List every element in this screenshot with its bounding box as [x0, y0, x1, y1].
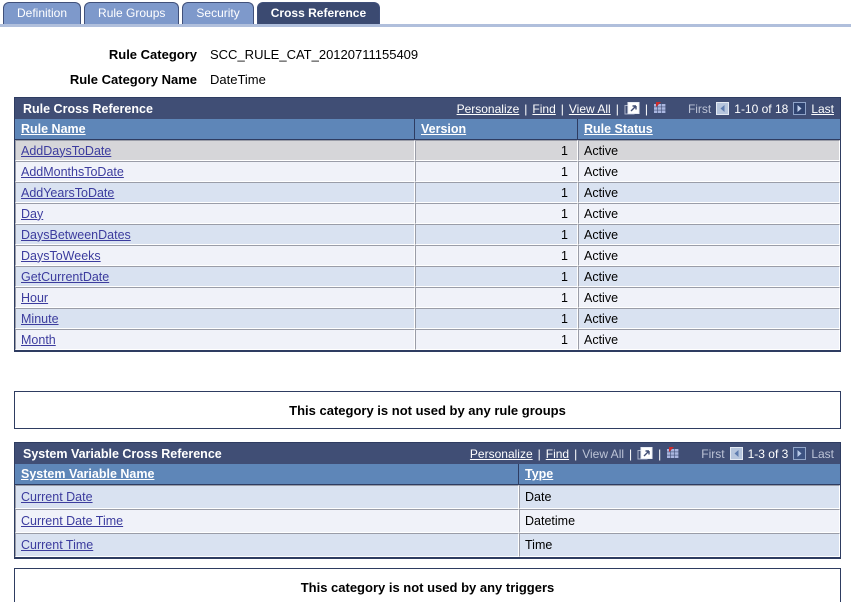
previous-page-arrow-icon	[730, 447, 743, 460]
row-link[interactable]: AddMonthsToDate	[21, 164, 124, 179]
personalize-link[interactable]: Personalize	[456, 101, 520, 116]
rule-grid-titlebar	[15, 98, 840, 119]
cell-type: Datetime	[519, 509, 840, 533]
open-in-new-window-icon[interactable]	[624, 102, 640, 115]
cell-type: Time	[519, 533, 840, 557]
row-link[interactable]: Hour	[21, 290, 49, 305]
cell-rule-name	[15, 140, 415, 161]
row-link[interactable]: GetCurrentDate	[21, 269, 110, 284]
rule-cross-reference-table	[15, 119, 840, 350]
sysvar-grid-pager	[701, 447, 834, 461]
cell-rule-name	[15, 224, 415, 245]
rule-cross-reference-grid	[14, 97, 841, 352]
row-link[interactable]: Day	[21, 206, 44, 221]
cell-rule-name	[15, 203, 415, 224]
rule-groups-notice: This category is not used by any rule groups	[14, 391, 841, 429]
first-link: First	[701, 446, 725, 461]
table-row	[15, 182, 840, 203]
rule-category-name-value: DateTime	[210, 72, 266, 87]
cell-rule-name	[15, 329, 415, 350]
cell-version: 1	[415, 245, 578, 266]
rule-category-form	[0, 47, 851, 87]
table-row	[15, 287, 840, 308]
rule-category-label: Rule Category	[108, 47, 197, 62]
rule-grid-pager	[688, 102, 834, 116]
row-link[interactable]: DaysBetweenDates	[21, 227, 131, 242]
cell-rule-status: Active	[578, 266, 840, 287]
pagination-range: 1-3 of 3	[747, 446, 789, 461]
table-row	[15, 140, 840, 161]
cell-version: 1	[415, 287, 578, 308]
cell-rule-status: Active	[578, 182, 840, 203]
row-link[interactable]: AddYearsToDate	[21, 185, 115, 200]
sysvar-grid-title: System Variable Cross Reference	[23, 446, 222, 461]
cell-rule-status: Active	[578, 308, 840, 329]
table-row	[15, 245, 840, 266]
find-link[interactable]: Find	[545, 446, 570, 461]
cell-rule-status: Active	[578, 329, 840, 350]
sysvar-grid-titlebar	[15, 443, 840, 464]
last-link: Last	[811, 446, 834, 461]
table-row	[15, 161, 840, 182]
cell-rule-status: Active	[578, 140, 840, 161]
cell-rule-name	[15, 266, 415, 287]
table-row	[15, 266, 840, 287]
cell-name	[15, 533, 519, 557]
tab-rule-groups[interactable]: Rule Groups	[84, 2, 179, 24]
table-row	[15, 509, 840, 533]
triggers-notice: This category is not used by any triggers	[14, 568, 841, 602]
cell-version: 1	[415, 203, 578, 224]
table-row	[15, 203, 840, 224]
cell-rule-status: Active	[578, 287, 840, 308]
rule-grid-toolbar: Personalize | Find | View All | | First 1-10 of 18 Last	[456, 101, 834, 116]
table-row	[15, 224, 840, 245]
column-header-type[interactable]: Type	[519, 464, 840, 485]
next-page-arrow-icon	[793, 447, 806, 460]
cell-name	[15, 485, 519, 509]
open-in-new-window-icon[interactable]	[637, 447, 653, 460]
cell-rule-status: Active	[578, 245, 840, 266]
cell-version: 1	[415, 266, 578, 287]
tab-definition[interactable]: Definition	[3, 2, 81, 24]
rule-grid-title: Rule Cross Reference	[23, 101, 153, 116]
cell-version: 1	[415, 329, 578, 350]
cell-version: 1	[415, 308, 578, 329]
table-row	[15, 533, 840, 557]
cell-version: 1	[415, 161, 578, 182]
row-link[interactable]: AddDaysToDate	[21, 143, 112, 158]
row-link[interactable]: Month	[21, 332, 56, 347]
cell-rule-name	[15, 287, 415, 308]
column-header-system-variable-name[interactable]: System Variable Name	[15, 464, 519, 485]
rule-category-value: SCC_RULE_CAT_20120711155409	[210, 47, 419, 62]
cell-version: 1	[415, 182, 578, 203]
system-variable-table	[15, 464, 840, 557]
table-row	[15, 485, 840, 509]
next-page-arrow-icon[interactable]	[793, 102, 806, 115]
cell-version: 1	[415, 140, 578, 161]
column-header-rule-name[interactable]: Rule Name	[15, 119, 415, 140]
pagination-range: 1-10 of 18	[734, 101, 789, 116]
table-row	[15, 308, 840, 329]
cell-rule-name	[15, 308, 415, 329]
row-link[interactable]: Current Date Time	[21, 514, 124, 528]
column-header-version[interactable]: Version	[415, 119, 578, 140]
view-all-link[interactable]: View All	[568, 101, 611, 116]
cell-rule-status: Active	[578, 224, 840, 245]
cell-rule-status: Active	[578, 161, 840, 182]
personalize-link[interactable]: Personalize	[469, 446, 533, 461]
tab-bar	[0, 0, 851, 24]
find-link[interactable]: Find	[532, 101, 556, 116]
row-link[interactable]: DaysToWeeks	[21, 248, 101, 263]
cell-rule-name	[15, 182, 415, 203]
first-link: First	[687, 101, 712, 116]
row-link[interactable]: Minute	[21, 311, 59, 326]
download-grid-icon[interactable]	[653, 102, 667, 115]
tab-cross-reference[interactable]: Cross Reference	[257, 2, 380, 24]
tab-security[interactable]: Security	[182, 2, 253, 24]
row-link[interactable]: Current Time	[21, 538, 94, 552]
row-link[interactable]: Current Date	[21, 490, 93, 504]
last-link[interactable]: Last	[811, 101, 834, 116]
view-all-link: View All	[582, 446, 625, 461]
cell-name	[15, 509, 519, 533]
cell-rule-name	[15, 161, 415, 182]
cell-rule-status: Active	[578, 203, 840, 224]
previous-page-arrow-icon	[716, 102, 729, 115]
download-grid-icon[interactable]	[666, 447, 680, 460]
cell-version: 1	[415, 224, 578, 245]
tab-underline	[0, 24, 851, 27]
system-variable-cross-reference-grid	[14, 442, 841, 559]
cell-type: Date	[519, 485, 840, 509]
column-header-rule-status[interactable]: Rule Status	[578, 119, 840, 140]
cell-rule-name	[15, 245, 415, 266]
rule-category-name-label: Rule Category Name	[69, 72, 197, 87]
table-row	[15, 329, 840, 350]
sysvar-grid-toolbar: Personalize | Find | View All | | First 1-3 of 3 Last	[469, 446, 834, 461]
